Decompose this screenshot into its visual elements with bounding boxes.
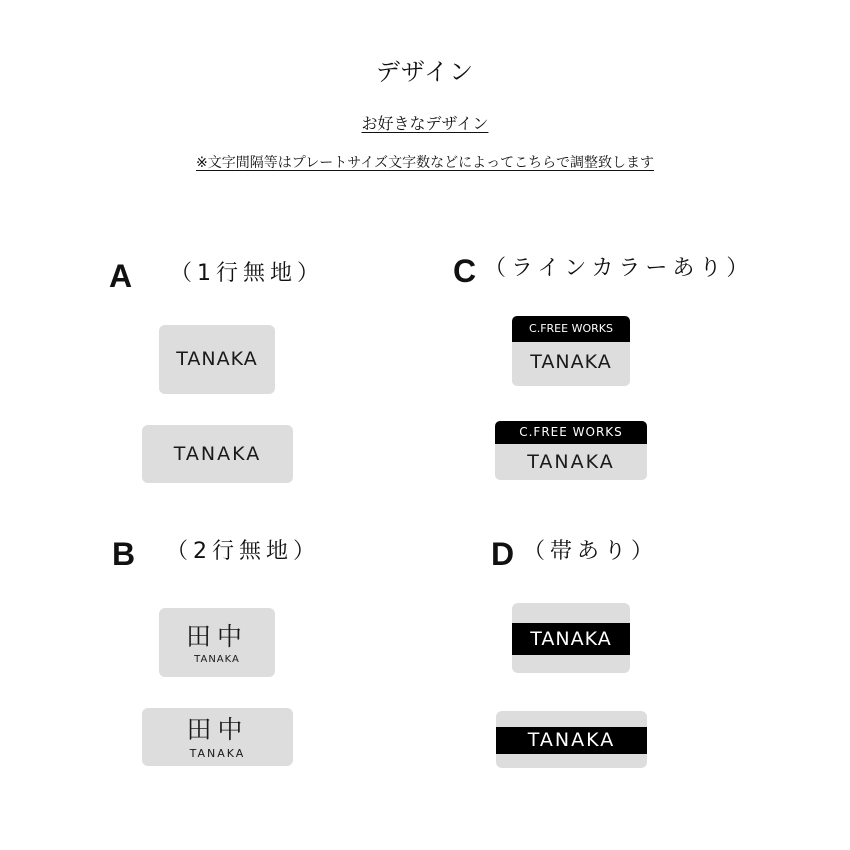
section-c-label: （ラインカラーあり） [484,256,754,281]
section-c-letter: C [453,253,477,289]
adjustment-note: ※文字間隔等はプレートサイズ文字数などによってこちらで調整致します [196,155,654,171]
plate-obi-band: TANAKA [496,727,647,754]
plate-romaji: TANAKA [194,654,240,665]
section-d-label: （帯あり） [523,539,659,564]
plate-name: TANAKA [530,351,612,373]
plate-line-band: C.FREE WORKS [512,316,630,342]
section-d-letter: D [491,536,515,572]
plate-d-wide[interactable] [496,711,647,768]
plate-obi-band: TANAKA [512,623,630,655]
section-b-letter: B [112,536,136,572]
plate-line-band: C.FREE WORKS [495,421,647,444]
subtitle-link[interactable]: お好きなデザイン [361,114,489,133]
page-title: デザイン [375,58,475,86]
plate-c-wide[interactable] [495,421,647,480]
plate-name: TANAKA [176,348,258,370]
plate-c-small[interactable] [512,316,630,386]
plate-kanji: 田中 [186,715,249,744]
section-a-letter: A [109,258,133,294]
plate-d-small[interactable] [512,603,630,673]
plate-a-small[interactable] [159,325,275,394]
plate-name: TANAKA [173,443,262,465]
plate-romaji: TANAKA [189,747,246,760]
plate-b-small[interactable] [159,608,275,677]
plate-name: TANAKA [527,451,615,473]
plate-b-wide[interactable] [142,708,293,766]
section-a-label: （1行無地） [170,261,324,286]
section-b-label: （2行無地） [166,539,320,564]
plate-a-wide[interactable] [142,425,293,483]
plate-kanji: 田中 [185,622,248,651]
